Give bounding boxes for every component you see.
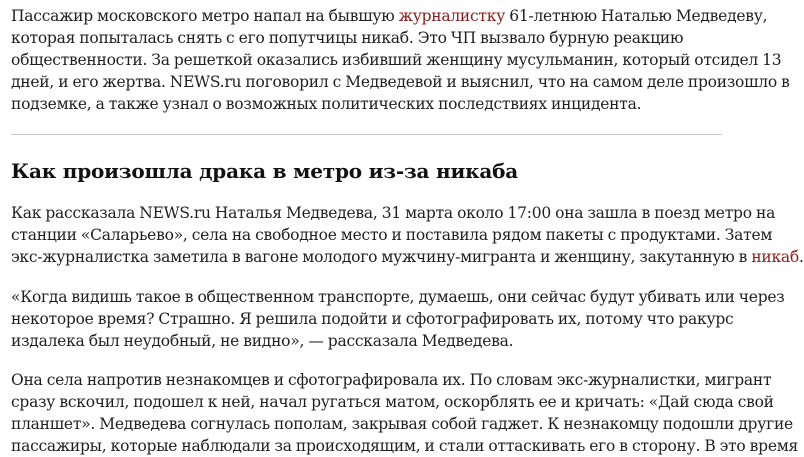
quote-paragraph-line-3: издалека был неудобный, не видно», — рассказала Медведева. [11, 332, 514, 350]
section-divider [11, 134, 722, 135]
quote-paragraph-line-2: некоторое время? Страшно. Я решила подойти и сфотографировать их, потому что ракурс [11, 310, 734, 328]
body-paragraph-2-line-4: пассажиры, которые наблюдали за происходящим, и стали оттаскивать его в сторону. В это время [11, 437, 799, 455]
body-paragraph-2-line-1: Она села напротив незнакомцев и сфотографировала их. По словам экс-журналистки, мигрант [11, 371, 772, 389]
lead-line-2: которая попыталась снять с его попутчицы никаб. Это ЧП вызвало бурную реакцию [11, 29, 684, 47]
journalist-link[interactable]: журналистку [398, 7, 506, 25]
body-paragraph-2-line-3: планшет». Медведева согнулась пополам, закрывая собой гаджет. К незнакомцу подошли другие [11, 415, 793, 433]
lead-paragraph [11, 5, 790, 115]
lead-line-4: дней, и его жертва. NEWS.ru поговорил с Медведевой и выяснил, что на самом деле произошло в [11, 73, 790, 91]
lead-line-1: Пассажир московского метро напал на бывшую журналистку 61-летнюю Наталью Медведеву, [11, 7, 768, 25]
quote-paragraph [11, 286, 785, 352]
lead-line-5: подземке, а также узнал о возможных политических последствиях инцидента. [11, 95, 642, 113]
quote-paragraph-line-1: «Когда видишь такое в общественном транспорте, думаешь, они сейчас будут убивать или через [11, 288, 785, 306]
body-paragraph-1-line-1: Как рассказала NEWS.ru Наталья Медведева, 31 марта около 17:00 она зашла в поезд метро на [11, 204, 776, 222]
body-paragraph-2-line-2: сразу вскочил, подошел к ней, начал ругаться матом, оскорблять ее и кричать: «Дай сюда свой [11, 393, 774, 411]
lead-line-3: общественности. За решеткой оказались избивший женщину мусульманин, который отсидел 13 [11, 51, 782, 69]
niqab-link[interactable]: никаб [751, 248, 799, 266]
body-paragraph-1-line-2: станции «Саларьево», села на свободное место и поставила рядом пакеты с продуктами. Затем [11, 226, 773, 244]
body-paragraph-1 [11, 202, 804, 268]
section-heading: Как произошла драка в метро из-за никаба [11, 159, 519, 183]
body-paragraph-1-line-3: экс-журналистка заметила в вагоне молодого мужчину-мигранта и женщину, закутанную в никаб. [11, 248, 804, 266]
body-paragraph-2 [11, 369, 799, 457]
